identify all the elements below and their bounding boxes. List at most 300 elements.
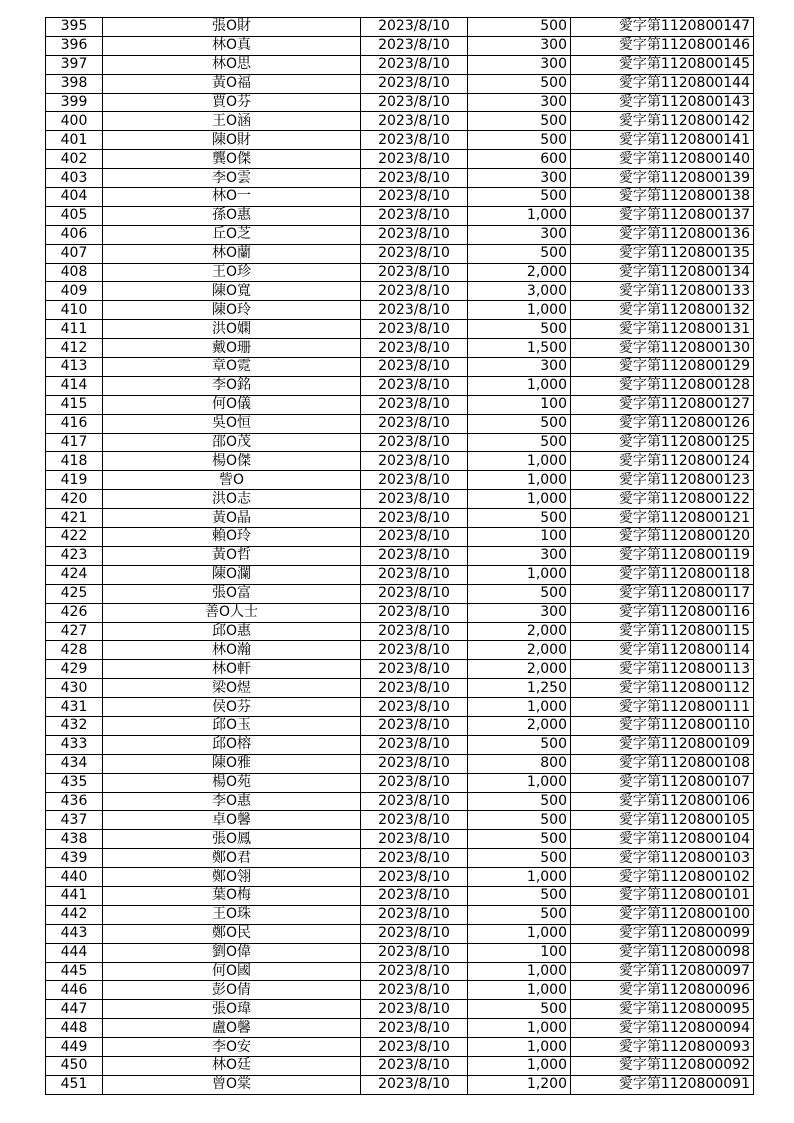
- donation-date: 2023/8/10: [361, 679, 468, 698]
- receipt-number: 愛字第1120800093: [571, 1038, 754, 1057]
- donation-date: 2023/8/10: [361, 849, 468, 868]
- donor-name: 賈O芬: [103, 93, 361, 112]
- donation-date: 2023/8/10: [361, 754, 468, 773]
- table-row: [46, 1056, 754, 1075]
- donation-date: 2023/8/10: [361, 1019, 468, 1038]
- donation-date: 2023/8/10: [361, 112, 468, 131]
- table-row: [46, 301, 754, 320]
- donation-date: 2023/8/10: [361, 1038, 468, 1057]
- receipt-number: 愛字第1120800133: [571, 282, 754, 301]
- table-row: [46, 169, 754, 188]
- table-row: [46, 622, 754, 641]
- table-row: [46, 93, 754, 112]
- receipt-number: 愛字第1120800139: [571, 169, 754, 188]
- table-row: [46, 376, 754, 395]
- table-row: [46, 188, 754, 207]
- receipt-number: 愛字第1120800137: [571, 206, 754, 225]
- row-number: 403: [46, 169, 103, 188]
- row-number: 450: [46, 1056, 103, 1075]
- row-number: 443: [46, 924, 103, 943]
- receipt-number: 愛字第1120800128: [571, 376, 754, 395]
- row-number: 421: [46, 509, 103, 528]
- table-row: [46, 1000, 754, 1019]
- donor-name: 丘O芝: [103, 225, 361, 244]
- donor-name: 王O涵: [103, 112, 361, 131]
- donation-amount: 1,000: [468, 773, 571, 792]
- donation-amount: 500: [468, 584, 571, 603]
- table-row: [46, 1075, 754, 1094]
- donation-amount: 1,000: [468, 376, 571, 395]
- donation-date: 2023/8/10: [361, 131, 468, 150]
- receipt-number: 愛字第1120800130: [571, 339, 754, 358]
- donor-name: 李O雲: [103, 169, 361, 188]
- donor-name: 鄭O翎: [103, 868, 361, 887]
- donation-amount: 100: [468, 528, 571, 547]
- table-row: [46, 981, 754, 1000]
- donor-name: 張O富: [103, 584, 361, 603]
- donor-name: 龔O傑: [103, 150, 361, 169]
- row-number: 448: [46, 1019, 103, 1038]
- donor-name: 林O瀚: [103, 641, 361, 660]
- row-number: 397: [46, 55, 103, 74]
- row-number: 411: [46, 320, 103, 339]
- receipt-number: 愛字第1120800125: [571, 433, 754, 452]
- donor-name: 訾O: [103, 471, 361, 490]
- donor-name: 邵O茂: [103, 433, 361, 452]
- donation-amount: 500: [468, 433, 571, 452]
- donation-date: 2023/8/10: [361, 169, 468, 188]
- donation-date: 2023/8/10: [361, 36, 468, 55]
- donation-table: [45, 17, 754, 1095]
- donor-name: 楊O苑: [103, 773, 361, 792]
- row-number: 426: [46, 603, 103, 622]
- row-number: 419: [46, 471, 103, 490]
- row-number: 412: [46, 339, 103, 358]
- receipt-number: 愛字第1120800129: [571, 358, 754, 377]
- donor-name: 陳O玲: [103, 301, 361, 320]
- donation-amount: 1,000: [468, 1019, 571, 1038]
- table-row: [46, 886, 754, 905]
- donation-date: 2023/8/10: [361, 528, 468, 547]
- donation-amount: 1,000: [468, 471, 571, 490]
- donor-name: 陳O財: [103, 131, 361, 150]
- receipt-number: 愛字第1120800113: [571, 660, 754, 679]
- receipt-number: 愛字第1120800138: [571, 188, 754, 207]
- donation-amount: 1,500: [468, 339, 571, 358]
- table-row: [46, 471, 754, 490]
- row-number: 408: [46, 263, 103, 282]
- donation-amount: 500: [468, 414, 571, 433]
- donation-date: 2023/8/10: [361, 452, 468, 471]
- row-number: 436: [46, 792, 103, 811]
- donor-name: 林O廷: [103, 1056, 361, 1075]
- donation-date: 2023/8/10: [361, 811, 468, 830]
- donor-name: 張O瑋: [103, 1000, 361, 1019]
- donor-name: 林O真: [103, 36, 361, 55]
- donation-date: 2023/8/10: [361, 395, 468, 414]
- donor-name: 邱O玉: [103, 716, 361, 735]
- donor-name: 王O珠: [103, 905, 361, 924]
- table-row: [46, 962, 754, 981]
- donation-date: 2023/8/10: [361, 376, 468, 395]
- donation-date: 2023/8/10: [361, 584, 468, 603]
- table-row: [46, 1038, 754, 1057]
- donation-date: 2023/8/10: [361, 716, 468, 735]
- donation-date: 2023/8/10: [361, 490, 468, 509]
- donor-name: 善O人士: [103, 603, 361, 622]
- receipt-number: 愛字第1120800097: [571, 962, 754, 981]
- receipt-number: 愛字第1120800111: [571, 698, 754, 717]
- donation-date: 2023/8/10: [361, 1056, 468, 1075]
- donor-name: 侯O芬: [103, 698, 361, 717]
- donation-amount: 500: [468, 811, 571, 830]
- donation-amount: 500: [468, 735, 571, 754]
- row-number: 395: [46, 18, 103, 37]
- donation-amount: 1,250: [468, 679, 571, 698]
- donation-date: 2023/8/10: [361, 339, 468, 358]
- table-row: [46, 830, 754, 849]
- row-number: 409: [46, 282, 103, 301]
- donor-name: 賴O玲: [103, 528, 361, 547]
- table-row: [46, 735, 754, 754]
- donor-name: 楊O傑: [103, 452, 361, 471]
- receipt-number: 愛字第1120800120: [571, 528, 754, 547]
- row-number: 410: [46, 301, 103, 320]
- table-row: [46, 131, 754, 150]
- donation-date: 2023/8/10: [361, 18, 468, 37]
- donation-date: 2023/8/10: [361, 698, 468, 717]
- table-row: [46, 754, 754, 773]
- donation-date: 2023/8/10: [361, 509, 468, 528]
- row-number: 434: [46, 754, 103, 773]
- row-number: 438: [46, 830, 103, 849]
- donation-date: 2023/8/10: [361, 641, 468, 660]
- receipt-number: 愛字第1120800127: [571, 395, 754, 414]
- donation-amount: 300: [468, 55, 571, 74]
- donation-amount: 300: [468, 603, 571, 622]
- donor-name: 陳O雅: [103, 754, 361, 773]
- receipt-number: 愛字第1120800101: [571, 886, 754, 905]
- receipt-number: 愛字第1120800131: [571, 320, 754, 339]
- donation-amount: 1,000: [468, 301, 571, 320]
- row-number: 398: [46, 74, 103, 93]
- row-number: 414: [46, 376, 103, 395]
- table-row: [46, 244, 754, 263]
- donor-name: 洪O嫻: [103, 320, 361, 339]
- receipt-number: 愛字第1120800116: [571, 603, 754, 622]
- row-number: 433: [46, 735, 103, 754]
- row-number: 437: [46, 811, 103, 830]
- donor-name: 張O財: [103, 18, 361, 37]
- donation-table-body: [46, 18, 754, 1095]
- donor-name: 盧O馨: [103, 1019, 361, 1038]
- receipt-number: 愛字第1120800115: [571, 622, 754, 641]
- table-row: [46, 849, 754, 868]
- donation-date: 2023/8/10: [361, 414, 468, 433]
- receipt-number: 愛字第1120800100: [571, 905, 754, 924]
- donor-name: 鄭O民: [103, 924, 361, 943]
- row-number: 401: [46, 131, 103, 150]
- donation-amount: 300: [468, 358, 571, 377]
- donor-name: 章O霓: [103, 358, 361, 377]
- row-number: 446: [46, 981, 103, 1000]
- donation-date: 2023/8/10: [361, 565, 468, 584]
- row-number: 445: [46, 962, 103, 981]
- donation-amount: 500: [468, 830, 571, 849]
- donation-date: 2023/8/10: [361, 282, 468, 301]
- table-row: [46, 263, 754, 282]
- donor-name: 吳O恒: [103, 414, 361, 433]
- donation-date: 2023/8/10: [361, 150, 468, 169]
- table-row: [46, 433, 754, 452]
- donor-name: 葉O梅: [103, 886, 361, 905]
- row-number: 449: [46, 1038, 103, 1057]
- donation-amount: 500: [468, 1000, 571, 1019]
- donation-amount: 1,000: [468, 868, 571, 887]
- row-number: 435: [46, 773, 103, 792]
- donation-date: 2023/8/10: [361, 981, 468, 1000]
- row-number: 404: [46, 188, 103, 207]
- row-number: 430: [46, 679, 103, 698]
- donation-date: 2023/8/10: [361, 301, 468, 320]
- donation-amount: 2,000: [468, 263, 571, 282]
- donor-name: 林O軒: [103, 660, 361, 679]
- donation-amount: 300: [468, 36, 571, 55]
- donation-date: 2023/8/10: [361, 962, 468, 981]
- donation-date: 2023/8/10: [361, 868, 468, 887]
- row-number: 431: [46, 698, 103, 717]
- donor-name: 張O鳳: [103, 830, 361, 849]
- receipt-number: 愛字第1120800126: [571, 414, 754, 433]
- table-row: [46, 225, 754, 244]
- row-number: 407: [46, 244, 103, 263]
- receipt-number: 愛字第1120800140: [571, 150, 754, 169]
- donor-name: 李O安: [103, 1038, 361, 1057]
- row-number: 416: [46, 414, 103, 433]
- receipt-number: 愛字第1120800144: [571, 74, 754, 93]
- donation-date: 2023/8/10: [361, 924, 468, 943]
- table-row: [46, 112, 754, 131]
- donation-amount: 300: [468, 546, 571, 565]
- receipt-number: 愛字第1120800141: [571, 131, 754, 150]
- receipt-number: 愛字第1120800105: [571, 811, 754, 830]
- donation-amount: 600: [468, 150, 571, 169]
- row-number: 424: [46, 565, 103, 584]
- row-number: 429: [46, 660, 103, 679]
- row-number: 432: [46, 716, 103, 735]
- table-row: [46, 698, 754, 717]
- receipt-number: 愛字第1120800118: [571, 565, 754, 584]
- donation-amount: 500: [468, 18, 571, 37]
- receipt-number: 愛字第1120800135: [571, 244, 754, 263]
- table-row: [46, 773, 754, 792]
- table-row: [46, 395, 754, 414]
- donation-date: 2023/8/10: [361, 358, 468, 377]
- donor-name: 陳O寬: [103, 282, 361, 301]
- row-number: 415: [46, 395, 103, 414]
- receipt-number: 愛字第1120800108: [571, 754, 754, 773]
- donation-amount: 3,000: [468, 282, 571, 301]
- donation-amount: 1,000: [468, 1038, 571, 1057]
- donation-amount: 1,000: [468, 452, 571, 471]
- donation-amount: 300: [468, 169, 571, 188]
- row-number: 418: [46, 452, 103, 471]
- donation-date: 2023/8/10: [361, 244, 468, 263]
- receipt-number: 愛字第1120800121: [571, 509, 754, 528]
- receipt-number: 愛字第1120800134: [571, 263, 754, 282]
- row-number: 399: [46, 93, 103, 112]
- donation-amount: 2,000: [468, 641, 571, 660]
- table-row: [46, 74, 754, 93]
- receipt-number: 愛字第1120800107: [571, 773, 754, 792]
- donation-date: 2023/8/10: [361, 93, 468, 112]
- table-row: [46, 546, 754, 565]
- donation-amount: 1,000: [468, 490, 571, 509]
- receipt-number: 愛字第1120800099: [571, 924, 754, 943]
- table-row: [46, 414, 754, 433]
- receipt-number: 愛字第1120800136: [571, 225, 754, 244]
- donor-name: 陳O瀾: [103, 565, 361, 584]
- row-number: 422: [46, 528, 103, 547]
- donation-amount: 800: [468, 754, 571, 773]
- table-row: [46, 943, 754, 962]
- donor-name: 梁O煜: [103, 679, 361, 698]
- receipt-number: 愛字第1120800123: [571, 471, 754, 490]
- donation-amount: 1,000: [468, 565, 571, 584]
- row-number: 413: [46, 358, 103, 377]
- donation-amount: 500: [468, 74, 571, 93]
- donation-amount: 500: [468, 792, 571, 811]
- donor-name: 何O儀: [103, 395, 361, 414]
- donation-amount: 300: [468, 225, 571, 244]
- receipt-number: 愛字第1120800091: [571, 1075, 754, 1094]
- donation-amount: 1,000: [468, 981, 571, 1000]
- donor-name: 曾O棠: [103, 1075, 361, 1094]
- donation-amount: 500: [468, 320, 571, 339]
- donation-date: 2023/8/10: [361, 546, 468, 565]
- table-row: [46, 792, 754, 811]
- table-row: [46, 679, 754, 698]
- donation-date: 2023/8/10: [361, 603, 468, 622]
- receipt-number: 愛字第1120800145: [571, 55, 754, 74]
- table-row: [46, 509, 754, 528]
- row-number: 400: [46, 112, 103, 131]
- donation-amount: 1,000: [468, 924, 571, 943]
- donation-amount: 1,000: [468, 206, 571, 225]
- donation-date: 2023/8/10: [361, 188, 468, 207]
- table-row: [46, 36, 754, 55]
- receipt-number: 愛字第1120800124: [571, 452, 754, 471]
- donation-amount: 1,000: [468, 1056, 571, 1075]
- donation-amount: 500: [468, 244, 571, 263]
- donation-amount: 300: [468, 93, 571, 112]
- row-number: 451: [46, 1075, 103, 1094]
- table-row: [46, 584, 754, 603]
- receipt-number: 愛字第1120800098: [571, 943, 754, 962]
- donation-date: 2023/8/10: [361, 206, 468, 225]
- row-number: 428: [46, 641, 103, 660]
- receipt-number: 愛字第1120800103: [571, 849, 754, 868]
- donor-name: 黃O晶: [103, 509, 361, 528]
- donor-name: 邱O榕: [103, 735, 361, 754]
- receipt-number: 愛字第1120800143: [571, 93, 754, 112]
- donation-date: 2023/8/10: [361, 943, 468, 962]
- row-number: 444: [46, 943, 103, 962]
- donation-amount: 500: [468, 188, 571, 207]
- donation-date: 2023/8/10: [361, 792, 468, 811]
- donation-date: 2023/8/10: [361, 660, 468, 679]
- donor-name: 李O銘: [103, 376, 361, 395]
- donation-amount: 500: [468, 905, 571, 924]
- row-number: 396: [46, 36, 103, 55]
- table-row: [46, 1019, 754, 1038]
- receipt-number: 愛字第1120800147: [571, 18, 754, 37]
- donation-amount: 1,000: [468, 962, 571, 981]
- receipt-number: 愛字第1120800132: [571, 301, 754, 320]
- donation-amount: 500: [468, 849, 571, 868]
- row-number: 406: [46, 225, 103, 244]
- table-row: [46, 358, 754, 377]
- table-row: [46, 924, 754, 943]
- row-number: 439: [46, 849, 103, 868]
- receipt-number: 愛字第1120800114: [571, 641, 754, 660]
- donation-date: 2023/8/10: [361, 1075, 468, 1094]
- row-number: 447: [46, 1000, 103, 1019]
- donation-date: 2023/8/10: [361, 320, 468, 339]
- donation-date: 2023/8/10: [361, 905, 468, 924]
- row-number: 420: [46, 490, 103, 509]
- receipt-number: 愛字第1120800102: [571, 868, 754, 887]
- donation-date: 2023/8/10: [361, 433, 468, 452]
- donation-date: 2023/8/10: [361, 830, 468, 849]
- receipt-number: 愛字第1120800110: [571, 716, 754, 735]
- table-row: [46, 206, 754, 225]
- donation-amount: 500: [468, 131, 571, 150]
- row-number: 402: [46, 150, 103, 169]
- table-row: [46, 339, 754, 358]
- receipt-number: 愛字第1120800096: [571, 981, 754, 1000]
- donation-amount: 500: [468, 509, 571, 528]
- row-number: 405: [46, 206, 103, 225]
- table-row: [46, 490, 754, 509]
- donation-date: 2023/8/10: [361, 74, 468, 93]
- donation-date: 2023/8/10: [361, 471, 468, 490]
- donation-amount: 1,000: [468, 698, 571, 717]
- table-row: [46, 641, 754, 660]
- donor-name: 王O珍: [103, 263, 361, 282]
- row-number: 417: [46, 433, 103, 452]
- donation-date: 2023/8/10: [361, 735, 468, 754]
- donor-name: 李O惠: [103, 792, 361, 811]
- donor-name: 邱O惠: [103, 622, 361, 641]
- receipt-number: 愛字第1120800109: [571, 735, 754, 754]
- donor-name: 鄭O君: [103, 849, 361, 868]
- donation-amount: 100: [468, 395, 571, 414]
- donor-name: 林O一: [103, 188, 361, 207]
- donation-amount: 500: [468, 112, 571, 131]
- donor-name: 黃O哲: [103, 546, 361, 565]
- receipt-number: 愛字第1120800142: [571, 112, 754, 131]
- donation-date: 2023/8/10: [361, 773, 468, 792]
- table-row: [46, 282, 754, 301]
- row-number: 427: [46, 622, 103, 641]
- table-row: [46, 905, 754, 924]
- table-row: [46, 320, 754, 339]
- receipt-number: 愛字第1120800095: [571, 1000, 754, 1019]
- receipt-number: 愛字第1120800112: [571, 679, 754, 698]
- donor-name: 彭O倩: [103, 981, 361, 1000]
- row-number: 425: [46, 584, 103, 603]
